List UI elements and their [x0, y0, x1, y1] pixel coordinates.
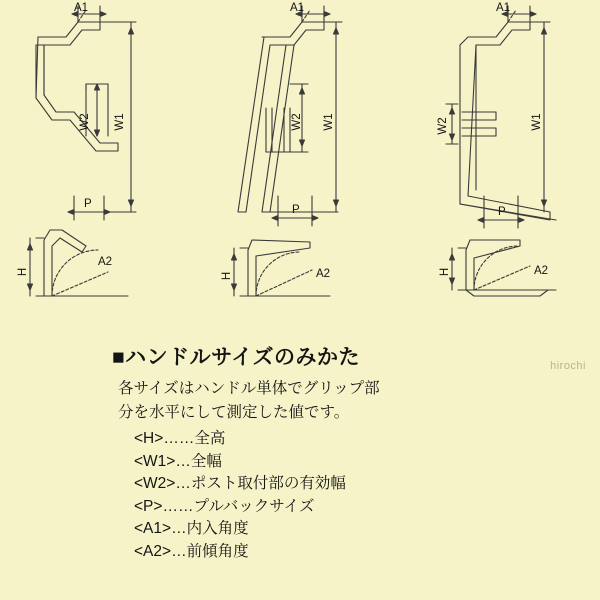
- legend-label: ポスト取付部の有効幅: [190, 475, 346, 493]
- label-A2-view2: A2: [316, 268, 331, 280]
- label-W1-view1: W1: [114, 113, 126, 131]
- legend-label: 全幅: [190, 452, 222, 470]
- legend-label: 全高: [194, 430, 226, 448]
- legend-label: 内入角度: [186, 520, 249, 538]
- label-W2-view3: W2: [437, 117, 449, 135]
- label-W2-view1: W2: [79, 113, 91, 131]
- legend-block: [112, 345, 582, 563]
- legend-label: プルバックサイズ: [193, 497, 315, 515]
- list-item: [112, 541, 582, 563]
- legend-dots: …: [171, 542, 187, 560]
- view1-side-outline: [44, 230, 128, 296]
- label-W1-view3: W1: [531, 113, 543, 131]
- label-P-view1: P: [84, 198, 92, 210]
- view2-dim-H: [232, 248, 249, 296]
- list-item: [112, 496, 582, 518]
- legend-key: <H>: [134, 430, 164, 448]
- label-H-view1: H: [17, 267, 29, 277]
- view1-front-outline: [36, 22, 118, 151]
- list-item: [112, 428, 582, 450]
- list-item: [112, 518, 582, 540]
- legend-description-line-1: 各サイズはハンドル単体でグリップ部: [118, 380, 380, 398]
- list-item: [112, 451, 582, 473]
- label-W2-view2: W2: [291, 113, 303, 131]
- legend-key: <W2>: [134, 475, 176, 493]
- list-item: [112, 473, 582, 495]
- legend-dots: …: [175, 452, 191, 470]
- legend-label: 前傾角度: [186, 542, 249, 560]
- label-P-view3: P: [498, 206, 506, 218]
- view1-dim-A2: [52, 272, 108, 296]
- legend-dots: …: [175, 475, 191, 493]
- label-A2-view1: A2: [98, 256, 113, 268]
- label-A2-view3: A2: [534, 265, 549, 277]
- legend-key: <W1>: [134, 452, 176, 470]
- legend-list: [112, 428, 582, 563]
- view1-dim-H: [28, 238, 45, 296]
- label-H-view3: H: [439, 267, 451, 277]
- label-H-view2: H: [221, 271, 233, 281]
- legend-key: <A1>: [134, 520, 172, 538]
- legend-dots: ……: [163, 430, 195, 448]
- legend-key: <A2>: [134, 542, 172, 560]
- label-A1-view2: A1: [290, 2, 305, 14]
- view3-dim-H: [450, 248, 467, 290]
- label-A1-view1: A1: [74, 2, 89, 14]
- legend-dots: …: [171, 520, 187, 538]
- label-W1-view2: W1: [323, 113, 335, 131]
- legend-dots: ……: [162, 497, 194, 515]
- watermark: hirochi: [550, 360, 586, 372]
- legend-title: ■ハンドルサイズのみかた: [112, 346, 361, 369]
- label-P-view2: P: [292, 204, 300, 216]
- label-A1-view3: A1: [496, 2, 511, 14]
- legend-description-line-2: 分を水平にして測定した値です。: [118, 404, 350, 422]
- legend-key: <P>: [134, 497, 163, 515]
